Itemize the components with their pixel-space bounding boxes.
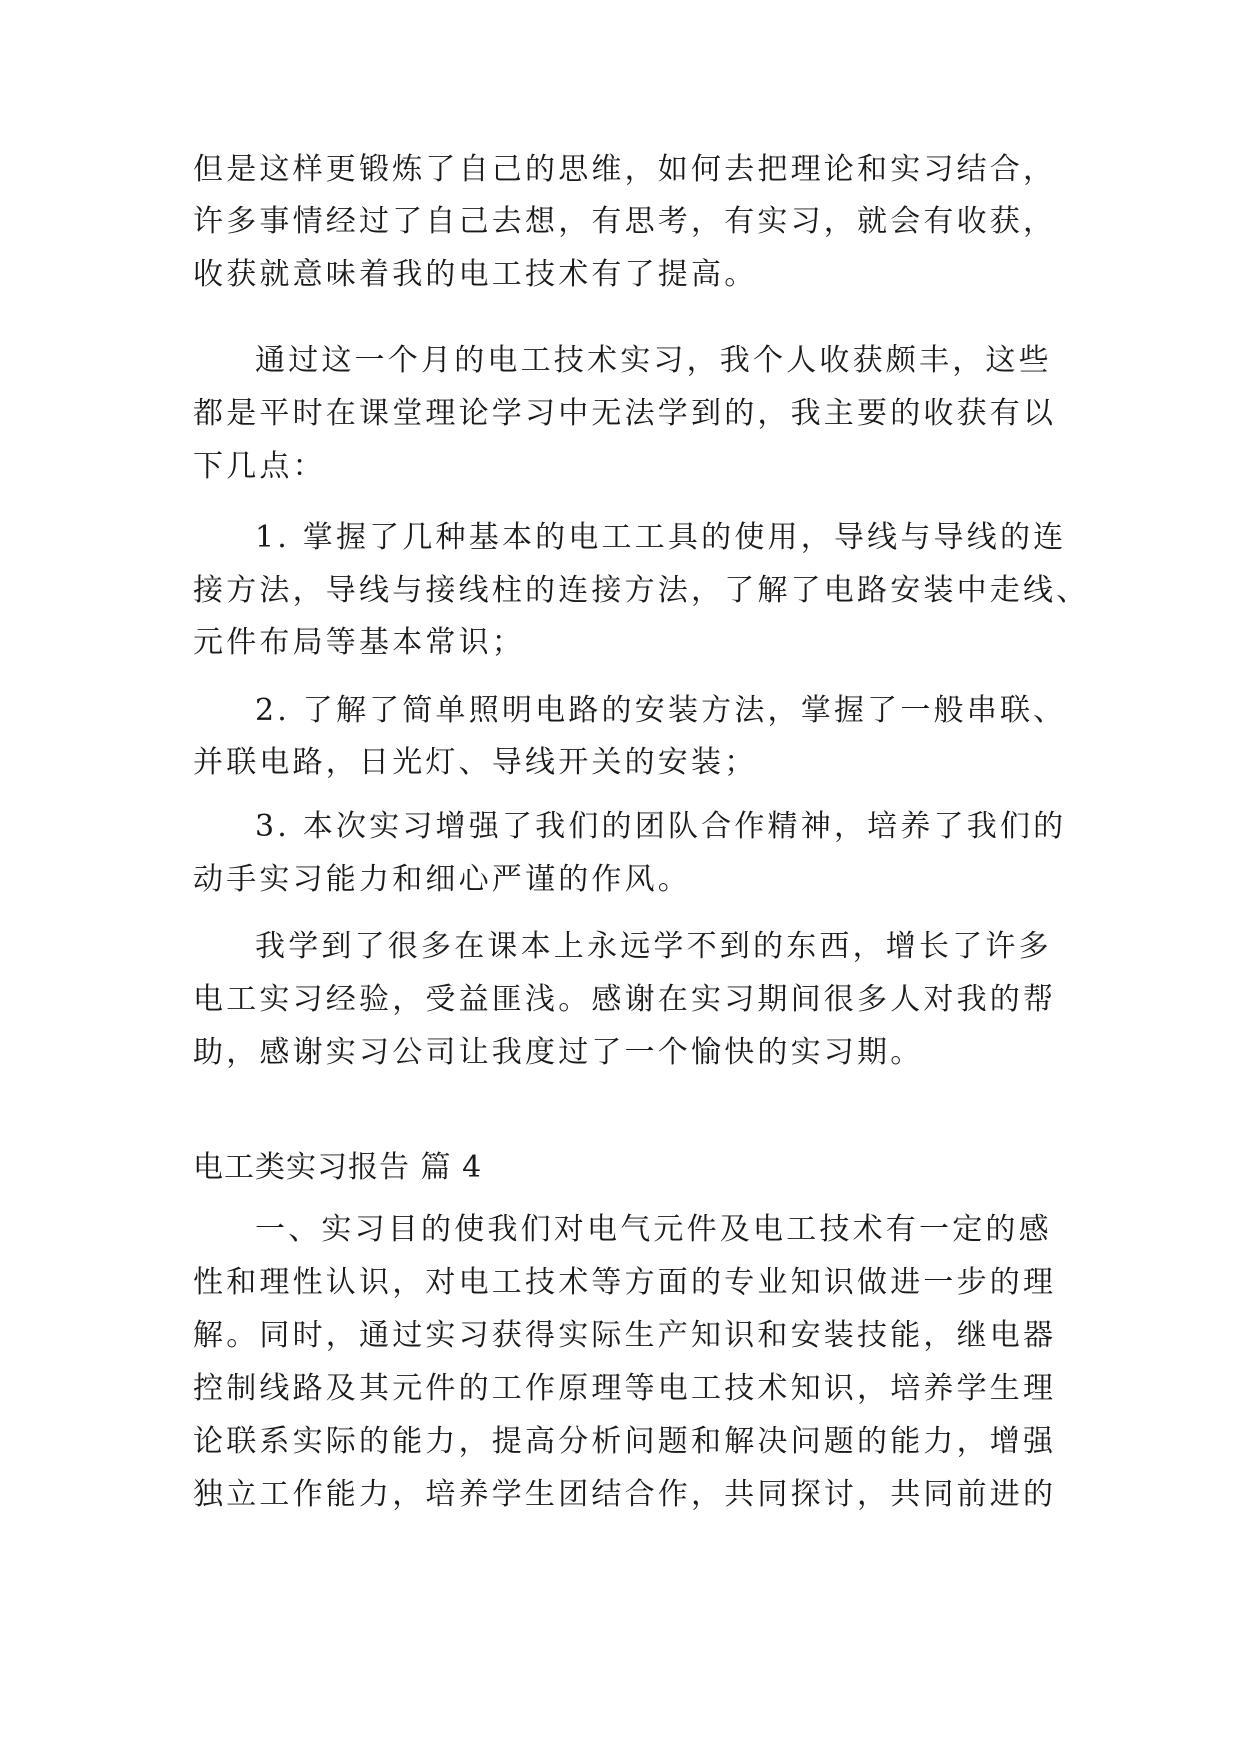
list-item-1: 1. 掌握了几种基本的电工工具的使用，导线与导线的连 bbox=[255, 520, 1067, 555]
text-line: 助，感谢实习公司让我度过了一个愉快的实习期。 bbox=[193, 1035, 924, 1070]
list-item-3: 3. 本次实习增强了我们的团队合作精神，培养了我们的 bbox=[255, 809, 1067, 844]
text-line: 解。同时，通过实习获得实际生产知识和安装技能，继电器 bbox=[193, 1318, 1057, 1353]
text-line: 许多事情经过了自己去想，有思考，有实习，就会有收获， bbox=[193, 204, 1057, 239]
text-line: 元件布局等基本常识； bbox=[193, 625, 525, 660]
text-line: 接方法，导线与接线柱的连接方法，了解了电路安装中走线、 bbox=[193, 573, 1090, 608]
text-line: 动手实习能力和细心严谨的作风。 bbox=[193, 862, 691, 897]
text-line: 但是这样更锻炼了自己的思维，如何去把理论和实习结合， bbox=[193, 152, 1057, 187]
section-heading: 电工类实习报告 篇 4 bbox=[193, 1150, 483, 1185]
text-line: 控制线路及其元件的工作原理等电工技术知识，培养学生理 bbox=[193, 1371, 1057, 1406]
text-line: 论联系实际的能力，提高分析问题和解决问题的能力，增强 bbox=[193, 1424, 1057, 1459]
text-line: 通过这一个月的电工技术实习，我个人收获颇丰，这些 bbox=[255, 343, 1052, 378]
text-line: 电工实习经验，受益匪浅。感谢在实习期间很多人对我的帮 bbox=[193, 982, 1057, 1017]
text-line: 一、实习目的使我们对电气元件及电工技术有一定的感 bbox=[255, 1212, 1052, 1247]
text-line: 我学到了很多在课本上永远学不到的东西，增长了许多 bbox=[255, 929, 1052, 964]
text-line: 独立工作能力，培养学生团结合作，共同探讨，共同前进的 bbox=[193, 1477, 1057, 1512]
text-line: 性和理性认识，对电工技术等方面的专业知识做进一步的理 bbox=[193, 1265, 1057, 1300]
list-item-2: 2. 了解了简单照明电路的安装方法，掌握了一般串联、 bbox=[255, 693, 1067, 728]
text-line: 并联电路，日光灯、导线开关的安装； bbox=[193, 745, 758, 780]
text-line: 都是平时在课堂理论学习中无法学到的，我主要的收获有以 bbox=[193, 396, 1057, 431]
text-line: 下几点： bbox=[193, 449, 326, 484]
text-line: 收获就意味着我的电工技术有了提高。 bbox=[193, 257, 758, 292]
